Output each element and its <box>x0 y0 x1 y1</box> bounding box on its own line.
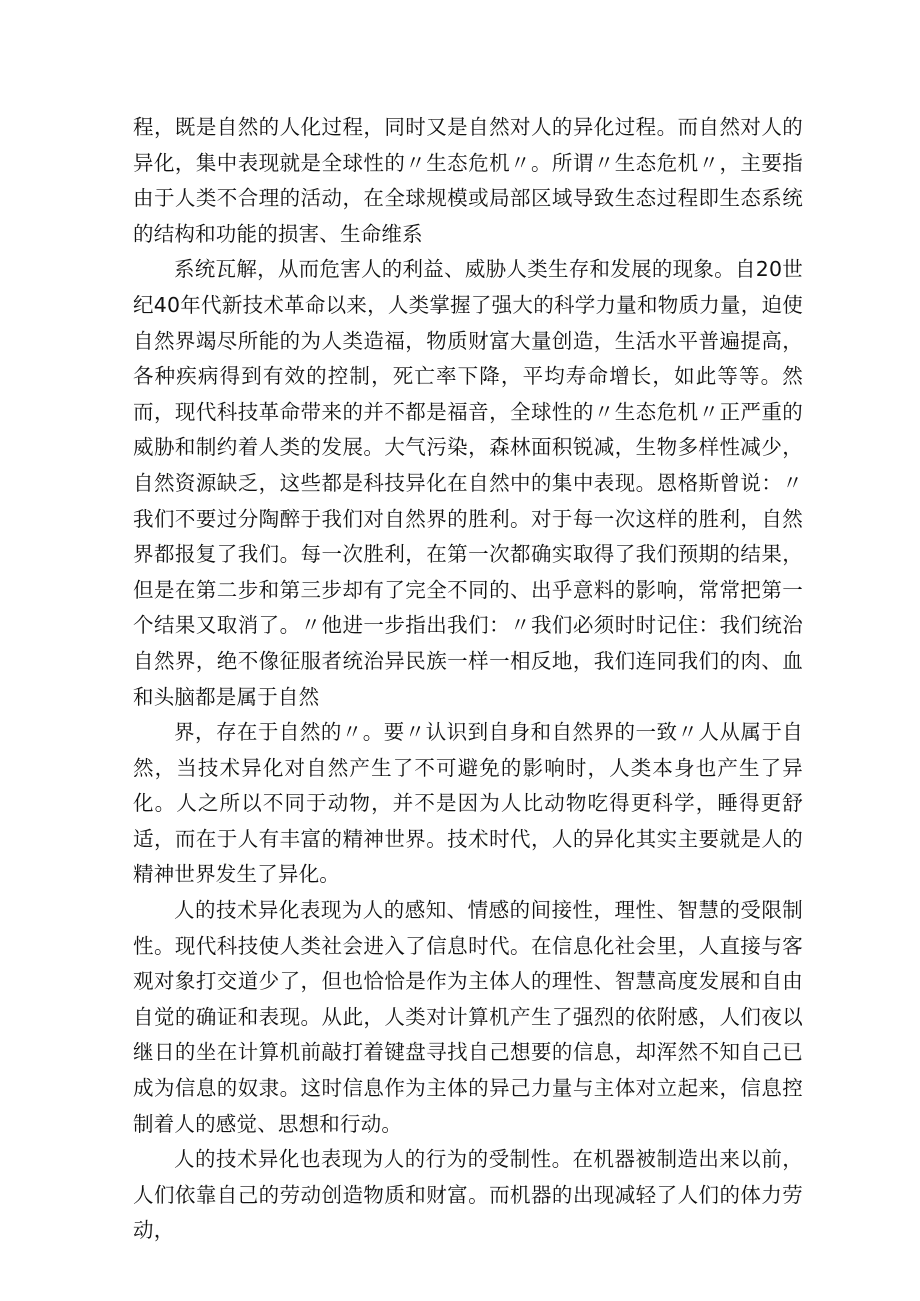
paragraph-2: 系统瓦解，从而危害人的利益、威胁人类生存和发展的现象。自20世纪40年代新技术革命以来，人类掌握了强大的科学力量和物质力量，迫使自然界竭尽所能的为人类造福，物质财富大量创造，生活水平普遍提高，各种疾病得到有效的控制，死亡率下降，平均寿命增长，如此等等。然而，现代科技革命带来的并不都是福音，全球性的〃生态危机〃正严重的威胁和制约着人类的发展。大气污染，森林面积锐减，生物多样性减少，自然资源缺乏，这些都是科技异化在自然中的集中表现。恩格斯曾说：〃我们不要过分陶醉于我们对自然界的胜利。对于每一次这样的胜利，自然界都报复了我们。每一次胜利，在第一次都确实取得了我们预期的结果，但是在第二步和第三步却有了完全不同的、出乎意料的影响，常常把第一个结果又取消了。〃他进一步指出我们：〃我们必须时时记住：我们统治自然界，绝不像征服者统治异民族一样一相反地，我们连同我们的肉、血和头脑都是属于自然 <box>133 257 803 709</box>
paragraph-3: 界，存在于自然的〃。要〃认识到自身和自然界的一致〃人从属于自然，当技术异化对自然产生了不可避免的影响时，人类本身也产生了异化。人之所以不同于动物，并不是因为人比动物吃得更科学，睡得更舒适，而在于人有丰富的精神世界。技术时代，人的异化其实主要就是人的精神世界发生了异化。 <box>133 720 803 887</box>
paragraph-1: 程，既是自然的人化过程，同时又是自然对人的异化过程。而自然对人的异化，集中表现就是全球性的〃生态危机〃。所谓〃生态危机〃，主要指由于人类不合理的活动，在全球规模或局部区域导致生态过程即生态系统的结构和功能的损害、生命维系 <box>133 115 803 246</box>
paragraph-4: 人的技术异化表现为人的感知、情感的间接性，理性、智慧的受限制性。现代科技使人类社会进入了信息时代。在信息化社会里，人直接与客观对象打交道少了，但也恰恰是作为主体人的理性、智慧高度发展和自由自觉的确证和表现。从此，人类对计算机产生了强烈的依附感，人们夜以继日的坐在计算机前敲打着键盘寻找自己想要的信息，却浑然不知自己已成为信息的奴隶。这时信息作为主体的异己力量与主体对立起来，信息控制着人的感觉、思想和行动。 <box>133 898 803 1136</box>
document-page <box>133 110 803 1249</box>
paragraph-5: 人的技术异化也表现为人的行为的受制性。在机器被制造出来以前，人们依靠自己的劳动创造物质和财富。而机器的出现减轻了人们的体力劳动， <box>133 1147 803 1243</box>
